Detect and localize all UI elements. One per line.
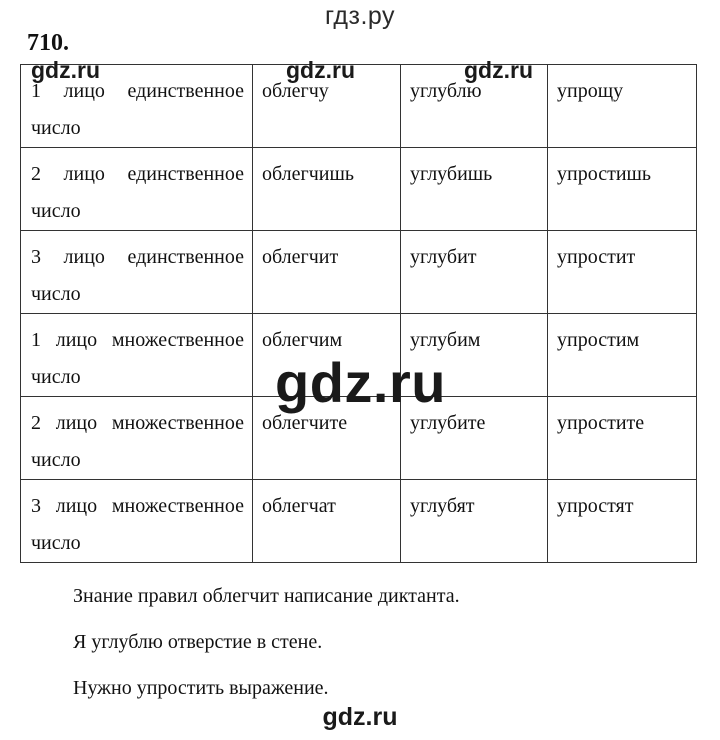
person-number-label: 1 лицо множественное число xyxy=(31,329,244,388)
example-sentences xyxy=(73,581,460,719)
table-row xyxy=(21,148,697,231)
verb-form-cell: углубит xyxy=(401,231,548,314)
verb-form-cell: упростите xyxy=(548,397,697,480)
verb-form-cell: облегчите xyxy=(253,397,401,480)
watermark-bottom: gdz.ru xyxy=(322,703,398,731)
table-row xyxy=(21,480,697,563)
watermark-small: gdz.ru xyxy=(31,57,100,83)
verb-form-cell: углубите xyxy=(401,397,548,480)
person-number-cell xyxy=(21,397,253,480)
verb-form-cell: упростишь xyxy=(548,148,697,231)
person-number-cell xyxy=(21,231,253,314)
verb-form-cell: облегчит xyxy=(253,231,401,314)
verb-form-cell: углублю xyxy=(401,65,548,148)
verb-form-cell: упростим xyxy=(548,314,697,397)
person-number-label: 1 лицо единственное число xyxy=(31,80,244,139)
verb-form-cell: упрощу xyxy=(548,65,697,148)
verb-form-cell: облегчат xyxy=(253,480,401,563)
person-number-label: 2 лицо множественное число xyxy=(31,412,244,471)
conjugation-table xyxy=(20,64,697,563)
task-number: 710. xyxy=(27,30,69,56)
person-number-cell xyxy=(21,314,253,397)
watermark-small: gdz.ru xyxy=(286,57,355,83)
verb-form-cell: углубишь xyxy=(401,148,548,231)
sentence: Знание правил облегчит написание диктанта. xyxy=(73,585,460,607)
verb-form-cell: облегчу xyxy=(253,65,401,148)
verb-form-cell: облегчим xyxy=(253,314,401,397)
watermark-top: гдз.ру xyxy=(324,2,396,30)
verb-form-cell: облегчишь xyxy=(253,148,401,231)
verb-form-cell: упростят xyxy=(548,480,697,563)
table-row xyxy=(21,65,697,148)
watermark-center: gdz.ru xyxy=(275,351,446,414)
person-number-label: 3 лицо единственное число xyxy=(31,246,244,305)
table-row xyxy=(21,231,697,314)
person-number-cell xyxy=(21,148,253,231)
person-number-label: 3 лицо множественное число xyxy=(31,495,244,554)
sentence: Нужно упростить выражение. xyxy=(73,677,329,699)
person-number-label: 2 лицо единственное число xyxy=(31,163,244,222)
watermark-small: gdz.ru xyxy=(464,57,533,83)
sentence: Я углублю отверстие в стене. xyxy=(73,631,323,653)
person-number-cell xyxy=(21,480,253,563)
verb-form-cell: упростит xyxy=(548,231,697,314)
verb-form-cell: углубим xyxy=(401,314,548,397)
verb-form-cell: углубят xyxy=(401,480,548,563)
